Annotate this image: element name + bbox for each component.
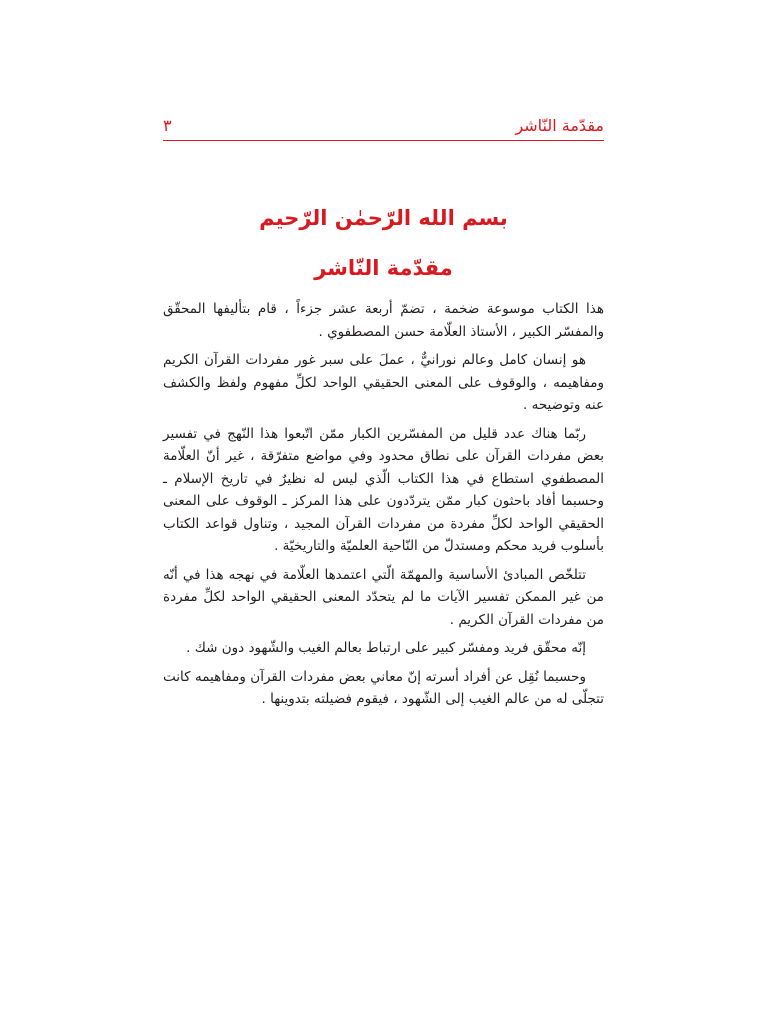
running-header (163, 112, 604, 138)
paragraph: إنّه محقّق فريد ومفسّر كبير على ارتباط بعالم الغيب والشّهود دون شك . (186, 640, 586, 656)
paragraph: هذا الكتاب موسوعة ضخمة ، تضمّ أربعة عشر جزءاً ، قام بتأليفها المحقّق والمفسّر الكبير ، الأستاذ العلّامة حسن المصطفوي . (163, 301, 604, 340)
paragraph: ربّما هناك عدد قليل من المفسّرين الكبار ممّن اتّبعوا هذا النّهج في تفسير بعض مفردات القرآن على نطاق محدود وفي مواضع متفرّقة ، غير أنّ العلّامة المصطفوي استطاع في هذا الكتاب الّذي ليس له نظيرٌ في تاريخ الإسلام ـ وحسبما أفاد باحثون كبار ممّن يتردّدون على هذا المركز ـ الوقوف على المعنى الحقيقي الواحد لكلِّ مفردة من مفردات القرآن المجيد ، وتناول قواعد الكتاب بأسلوب فريد محكم ومستدلّ من النّاحية العلميّة والتاريخيّة . (163, 425, 604, 554)
paragraph: تتلخّص المبادئ الأساسية والمهمّة الّتي اعتمدها العلّامة في نهجه هذا في أنّه من غير الممكن تفسير الآيات ما لم يتحدّد المعنى الحقيقي الواحد لكلِّ مفردة من مفردات القرآن الكريم . (163, 566, 604, 628)
running-header-title: مقدّمة النّاشر (515, 115, 604, 135)
body-text (163, 298, 604, 717)
header-rule (163, 140, 604, 141)
paragraph: هو إنسان كامل وعالم نورانيٌّ ، عملَ على سبر غور مفردات القرآن الكريم ومفاهيمه ، والوقوف على المعنى الحقيقي الواحد لكلِّ مفهوم ولفظ والكشف عنه وتوضيحه . (163, 352, 604, 413)
paragraph: وحسبما نُقِل عن أفراد أسرته إنّ معاني بعض مفردات القرآن ومفاهيمه كانت تتجلّى له من عالم الغيب إلى الشّهود ، فيقوم فضيلته بتدوينها . (163, 668, 604, 707)
section-title: مقدّمة النّاشر (314, 256, 453, 280)
basmala: بسم الله الرّحمٰن الرّحيم (259, 206, 508, 230)
page-number: ٣ (163, 115, 172, 135)
